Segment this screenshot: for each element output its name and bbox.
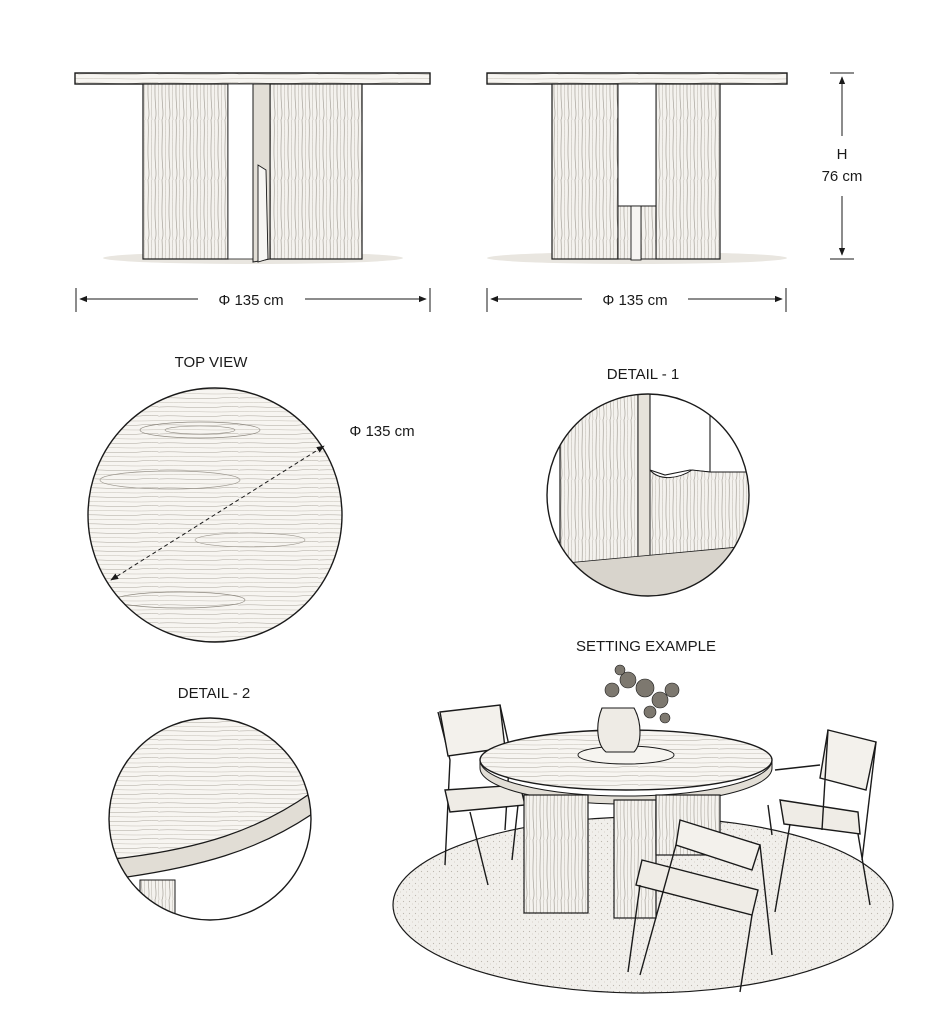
detail-1-title: DETAIL - 1	[606, 366, 680, 383]
side-right-leg	[656, 84, 720, 259]
side-left-leg	[552, 84, 618, 259]
side-slot	[618, 84, 656, 206]
detail-2-title: DETAIL - 2	[177, 685, 251, 702]
setting-leg-center	[614, 800, 656, 918]
side-width-dimension	[487, 288, 786, 312]
front-width-dimension	[76, 288, 430, 312]
side-dimension-label: Φ 135 cm	[602, 292, 668, 309]
side-center-fin	[631, 206, 641, 260]
front-dimension-label: Φ 135 cm	[218, 292, 284, 309]
front-leg-gap	[228, 84, 253, 259]
detail-1	[545, 392, 760, 602]
top-view-dimension-label: Φ 135 cm	[349, 423, 415, 440]
front-left-leg	[143, 84, 228, 259]
side-elevation	[487, 73, 787, 264]
detail-2	[105, 715, 315, 930]
side-tabletop	[487, 73, 787, 84]
front-fin-notch	[258, 165, 268, 262]
front-elevation	[75, 73, 430, 264]
front-tabletop	[75, 73, 430, 84]
setting-example-title: SETTING EXAMPLE	[575, 638, 717, 655]
vase	[598, 708, 640, 752]
height-letter: H	[836, 146, 848, 163]
front-right-leg	[270, 84, 362, 259]
height-value: 76 cm	[821, 168, 863, 185]
height-dimension	[822, 73, 863, 259]
top-view	[85, 385, 415, 645]
setting-example	[393, 665, 893, 993]
top-view-title: TOP VIEW	[174, 354, 248, 371]
setting-leg-left	[524, 795, 588, 913]
